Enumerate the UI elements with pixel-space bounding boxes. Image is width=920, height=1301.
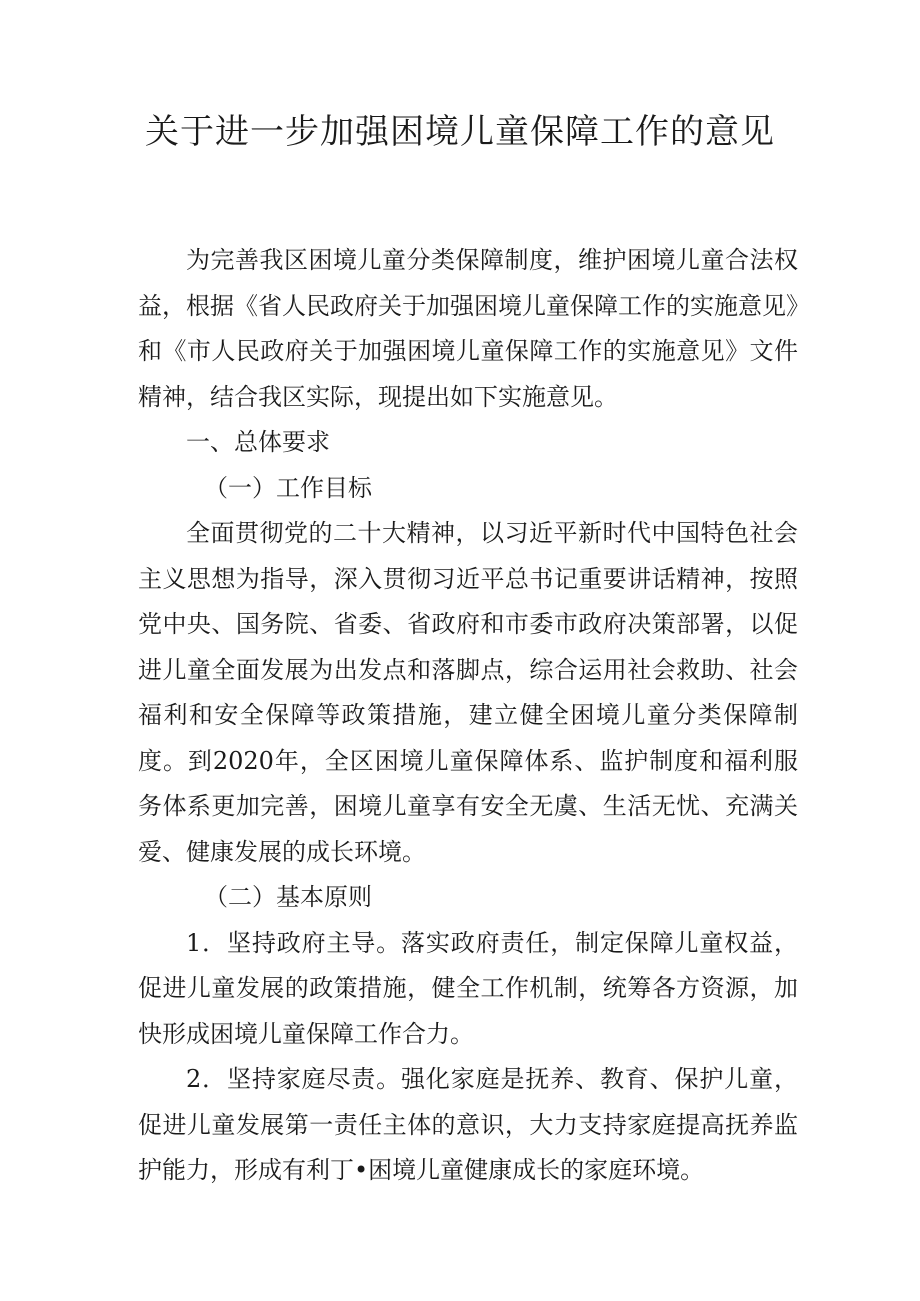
document-title: 关于进一步加强困境儿童保障工作的意见 (145, 112, 775, 152)
section-heading-general-requirements: 一、总体要求 (186, 428, 330, 456)
document-body (138, 238, 798, 1194)
paragraph-principle-2: 2．坚持家庭尽责。强化家庭是抚养、教育、保护儿童，促进儿童发展第一责任主体的意识，大力支持家庭提高抚养监护能力，形成有利丁•困境儿童健康成长的家庭环境。 (138, 1065, 798, 1184)
subsection-heading-basic-principles: （二）基本原则 (204, 883, 372, 911)
paragraph-principle-1: 1．坚持政府主导。落实政府责任，制定保障儿童权益，促进儿童发展的政策措施，健全工作机制，统筹各方资源，加快形成困境儿童保障工作合力。 (138, 928, 798, 1048)
subsection-heading-work-goals: （一）工作目标 (204, 473, 372, 502)
paragraph-intro: 为完善我区困境儿童分类保障制度，维护困境儿童合法权益，根据《省人民政府关于加强困境儿童保障工作的实施意见》和《市人民政府关于加强困境儿童保障工作的实施意见》文件精神，结合我区实际，现提出如下实施意见。 (138, 246, 798, 411)
paragraph-work-goals: 全面贯彻党的二十大精神，以习近平新时代中国特色社会主义思想为指导，深入贯彻习近平总书记重要讲话精神，按照党中央、国务院、省委、省政府和市委市政府决策部署，以促进儿童全面发展为出发点和落脚点，综合运用社会救助、社会福利和安全保障等政策措施，建立健全困境儿童分类保障制度。到2020年，全区困境儿童保障体系、监护制度和福利服务体系更加完善，困境儿童享有安全无虞、生活无忧、充满关爱、健康发展的成长环境。 (138, 519, 798, 866)
